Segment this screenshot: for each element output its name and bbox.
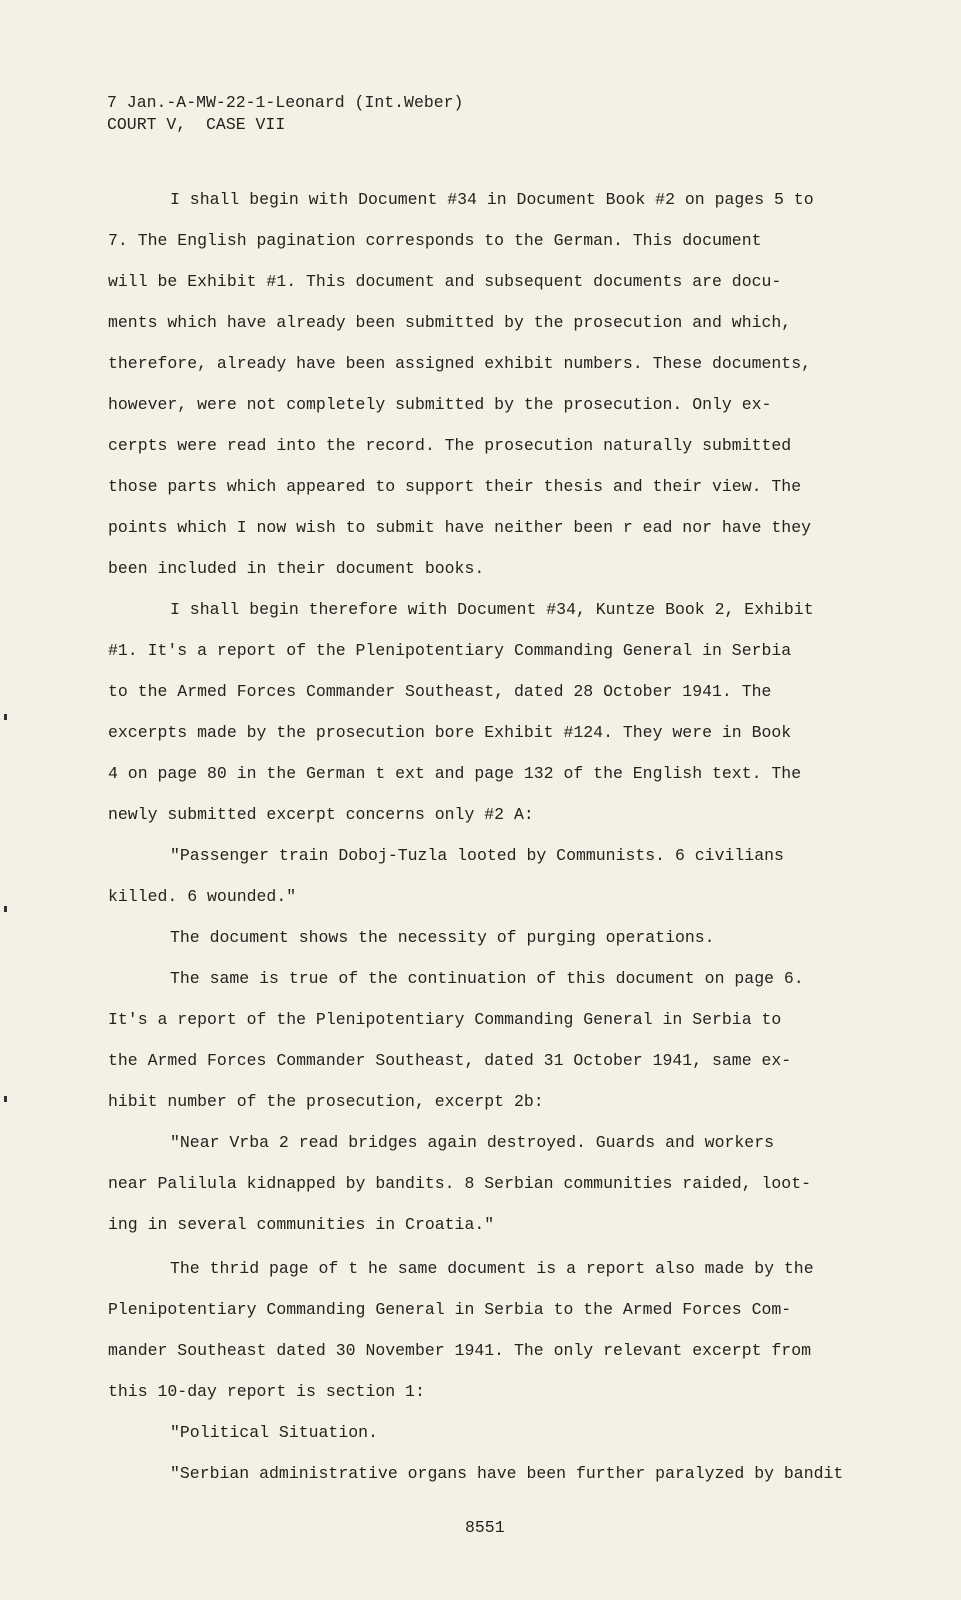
text-line: ments which have already been submitted by the prosecution and which, <box>108 313 792 332</box>
text-line: The document shows the necessity of purging operations. <box>170 928 715 947</box>
text-line: It's a report of the Plenipotentiary Commanding General in Serbia to <box>108 1010 782 1029</box>
binding-mark <box>4 714 7 720</box>
header-reference: 7 Jan.-A-MW-22-1-Leonard (Int.Weber) <box>107 93 464 112</box>
text-line: The same is true of the continuation of this document on page 6. <box>170 969 804 988</box>
quote-line: "Passenger train Doboj-Tuzla looted by Communists. 6 civilians <box>170 846 784 865</box>
text-line: The thrid page of t he same document is a report also made by the <box>170 1259 814 1278</box>
header-court-case: COURT V, CASE VII <box>107 115 286 134</box>
text-line: the Armed Forces Commander Southeast, dated 31 October 1941, same ex- <box>108 1051 792 1070</box>
binding-mark <box>4 1096 7 1102</box>
page-number: 8551 <box>465 1518 505 1537</box>
text-line: this 10-day report is section 1: <box>108 1382 425 1401</box>
quote-line: killed. 6 wounded." <box>108 887 297 906</box>
text-line: cerpts were read into the record. The prosecution naturally submitted <box>108 436 792 455</box>
quote-line: "Political Situation. <box>170 1423 378 1442</box>
text-line: those parts which appeared to support their thesis and their view. The <box>108 477 802 496</box>
document-header <box>107 92 463 136</box>
text-line: excerpts made by the prosecution bore Exhibit #124. They were in Book <box>108 723 792 742</box>
quote-line: near Palilula kidnapped by bandits. 8 Serbian communities raided, loot- <box>108 1174 812 1193</box>
text-line: 7. The English pagination corresponds to the German. This document <box>108 231 762 250</box>
text-line: however, were not completely submitted by the prosecution. Only ex- <box>108 395 772 414</box>
text-line: will be Exhibit #1. This document and subsequent documents are docu- <box>108 272 782 291</box>
text-line: Plenipotentiary Commanding General in Serbia to the Armed Forces Com- <box>108 1300 792 1319</box>
text-line: hibit number of the prosecution, excerpt 2b: <box>108 1092 544 1111</box>
text-line: been included in their document books. <box>108 559 485 578</box>
text-line: mander Southeast dated 30 November 1941. The only relevant excerpt from <box>108 1341 812 1360</box>
binding-mark <box>4 906 7 912</box>
text-line: points which I now wish to submit have neither been r ead nor have they <box>108 518 812 537</box>
text-line: newly submitted excerpt concerns only #2 A: <box>108 805 534 824</box>
text-line: to the Armed Forces Commander Southeast, dated 28 October 1941. The <box>108 682 772 701</box>
text-line: therefore, already have been assigned exhibit numbers. These documents, <box>108 354 812 373</box>
text-line: #1. It's a report of the Plenipotentiary Commanding General in Serbia <box>108 641 792 660</box>
quote-line: "Near Vrba 2 read bridges again destroyed. Guards and workers <box>170 1133 774 1152</box>
text-line: I shall begin with Document #34 in Document Book #2 on pages 5 to <box>170 190 814 209</box>
text-line: I shall begin therefore with Document #34, Kuntze Book 2, Exhibit <box>170 600 814 619</box>
text-line: 4 on page 80 in the German t ext and page 132 of the English text. The <box>108 764 802 783</box>
quote-line: "Serbian administrative organs have been further paralyzed by bandit <box>170 1464 844 1483</box>
quote-line: ing in several communities in Croatia." <box>108 1215 495 1234</box>
